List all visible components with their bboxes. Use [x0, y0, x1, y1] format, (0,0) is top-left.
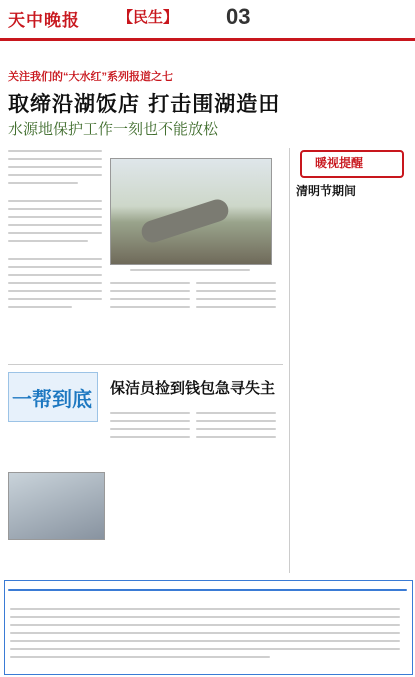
newspaper-brand: 天中晚报 [8, 11, 80, 31]
section-divider [8, 364, 283, 365]
second-photo [8, 472, 105, 540]
lead-photo-caption [110, 266, 270, 274]
lead-kicker: 关注我们的“大水红”系列报道之七 [8, 71, 173, 83]
lead-headline: 取缔沿湖饭店 打击围湖造田 [8, 91, 281, 116]
section-tag: 【民生】 [118, 8, 179, 26]
page-number: 03 [226, 4, 251, 29]
column-divider [289, 148, 290, 573]
column-logo-text: 一帮到底 [12, 387, 92, 411]
second-headline: 保洁员捡到钱包急寻失主 [110, 379, 276, 397]
sidebar-stamp-text: 暖视提醒 [315, 156, 364, 170]
lead-subheadline: 水源地保护工作一刻也不能放松 [8, 120, 219, 138]
sidebar-headline: 清明节期间 [296, 184, 357, 198]
notice-header [8, 583, 407, 597]
masthead-rule [0, 38, 415, 41]
